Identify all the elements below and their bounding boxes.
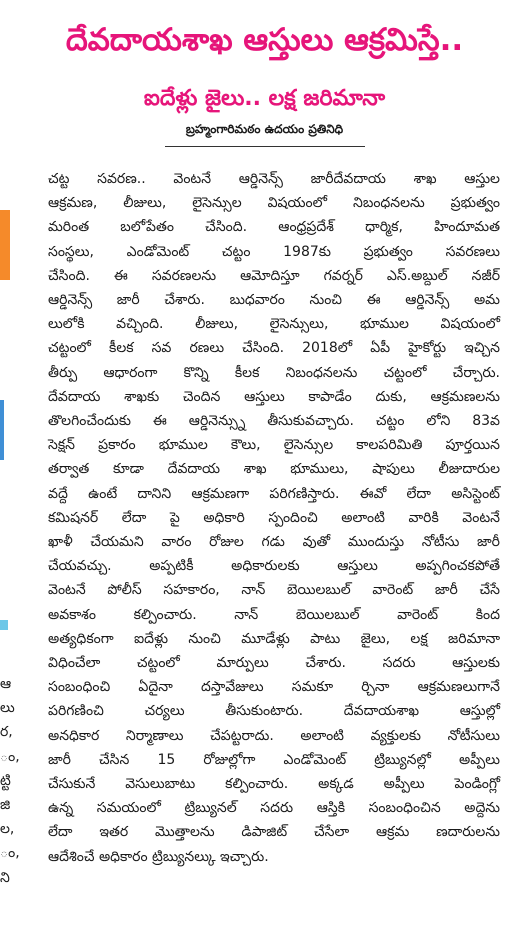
article-line: మరింత బలోపేతం చేసింది. ఆంధ్రప్రదేశ్ ధార్మిక, హిందూమత	[48, 219, 500, 236]
article-line: తొలగించేందుకు ఈ ఆర్డినెన్స్ను తీసుకువచ్చారు. చట్టం లోని 83వ	[48, 413, 500, 430]
article-line: అవకాశం కల్పించారు. నాన్ బెయిలబుల్ వారెంట్ కింద	[48, 606, 500, 623]
article-line: ఆదేశించే అధికారం ట్రిబ్యునల్కు ఇచ్చారు.	[48, 848, 269, 865]
article-line: జారీ చేసిన 15 రోజుల్లోగా ఎండోమెంట్ ట్రిబ్యునల్లో అప్పీలు	[48, 751, 500, 768]
adjacent-article-edge	[0, 620, 8, 630]
article-line: ఆక్రమణ, లీజులు, లైసెన్సుల విషయంలో నిబంధనలను ప్రభుత్వం	[48, 195, 500, 212]
adjacent-fragment: లు	[0, 700, 15, 717]
adjacent-fragment: ం,	[0, 845, 20, 862]
article-body	[48, 167, 500, 869]
adjacent-fragment: ఆ	[0, 676, 12, 692]
byline-divider	[165, 146, 365, 147]
article-line: వెంటనే పోలీస్ సహకారం, నాన్ బెయిలబుల్ వారెంట్ జారీ చేసే	[48, 582, 500, 599]
adjacent-fragment: ని	[0, 869, 10, 886]
adjacent-fragment: ల,	[0, 821, 15, 838]
headline: దేవదాయశాఖ ఆస్తులు ఆక్రమిస్తే..	[65, 22, 464, 58]
article-line: సంస్థలు, ఎండోమెంట్ చట్టం 1987కు ప్రభుత్వం సవరణలు	[48, 243, 500, 260]
article-line: చట్టంలో కీలక సవ రణలు చేసింది. 2018లో ఏపీ హైకోర్టు ఇచ్చిన	[48, 340, 500, 357]
article-line: విధించేలా చట్టంలో మార్పులు చేశారు. సదరు ఆస్తులకు	[48, 655, 500, 672]
adjacent-fragment: జి	[0, 797, 11, 814]
article-line: లేదా ఇతర మొత్తాలను డిపాజిట్ చేసేలా ఆక్రమ ణదారులను	[48, 824, 500, 841]
byline: బ్రహ్మంగారిమఠం ఉదయం ప్రతినిధి	[185, 122, 344, 136]
article-line: దేవదాయ శాఖకు చెందిన ఆస్తులు కాపాడేం దుకు, ఆక్రమణలను	[48, 388, 500, 405]
article-line: చేసుకునే వెసులుబాటు కల్పించారు. అక్కడ అప్పీలు పెండింగ్లో	[48, 776, 500, 793]
article-line: లులోకి వచ్చింది. లీజులు, లైసెన్సులు, భూముల విషయంలో	[48, 316, 500, 333]
article-line: తీర్పు ఆధారంగా కొన్ని కీలక నిబంధనలను చట్టంలో చేర్చారు.	[48, 364, 500, 381]
adjacent-fragment: ట్టి	[0, 772, 11, 789]
article-line: ఆర్డినెన్స్ జారీ చేశారు. బుధవారం నుంచి ఈ ఆర్డినెన్స్ అమ	[48, 292, 500, 309]
adjacent-article-edge	[0, 400, 4, 460]
article-line: చేయవచ్చు. అప్పటికీ అధికారులకు ఆస్తులు అప్పగించకపోతే	[48, 558, 500, 575]
article-line: పరిగణించి చర్యలు తీసుకుంటారు. దేవదాయశాఖ ఆస్తుల్లో	[48, 703, 500, 720]
article-line: వద్దే ఉంటే దానిని ఆక్రమణగా పరిగణిస్తారు. ఈవో లేదా అసిస్టెంట్	[48, 485, 500, 502]
article-line: ఉన్న సమయంలో ట్రిబ్యునల్ సదరు ఆస్తికి సంబంధించిన అద్దెను	[48, 800, 500, 817]
article-line: సంబంధించి ఏదైనా దస్తావేజులు సమకూ ర్చినా ఆక్రమణలుగానే	[48, 679, 500, 696]
adjacent-fragment: ం,	[0, 748, 20, 765]
article-line: కమిషనర్ లేదా పై అధికారి స్పందించి అలాంటి వారికి వెంటనే	[48, 509, 500, 526]
article-line: సెక్షన్ ప్రకారం భూముల కౌలు, లైసెన్సుల కాలపరిమితి పూర్తయిన	[48, 437, 500, 454]
adjacent-article-edge	[0, 210, 10, 280]
article-line: ఖాళీ చేయమని వారం రోజుల గడు వుతో ముందుస్తు నోటీసు జారీ	[48, 534, 500, 551]
article-line: చట్ట సవరణ.. వెంటనే ఆర్డినెన్స్ జారీదేవదాయ శాఖ ఆస్తుల	[48, 171, 500, 187]
adjacent-column-fragments	[0, 672, 20, 890]
article-line: అనధికార నిర్మాణాలు చేపట్టరాదు. అలాంటి వ్యక్తులకు నోటీసులు	[48, 727, 500, 744]
article-line: తర్వాత కూడా దేవదాయ శాఖ భూములు, షాపులు లీజుదారుల	[48, 461, 500, 478]
article-line: చేసింది. ఈ సవరణలను ఆమోదిస్తూ గవర్నర్ ఎస్.అబ్దుల్ నజీర్	[48, 267, 500, 284]
subheadline: ఐదేళ్లు జైలు.. లక్ష జరిమానా	[143, 86, 386, 111]
article-line: అత్యధికంగా ఐదేళ్లు నుంచి మూడేళ్లు పాటు జైలు, లక్ష జరిమానా	[48, 630, 500, 647]
adjacent-fragment: ర,	[0, 724, 13, 741]
